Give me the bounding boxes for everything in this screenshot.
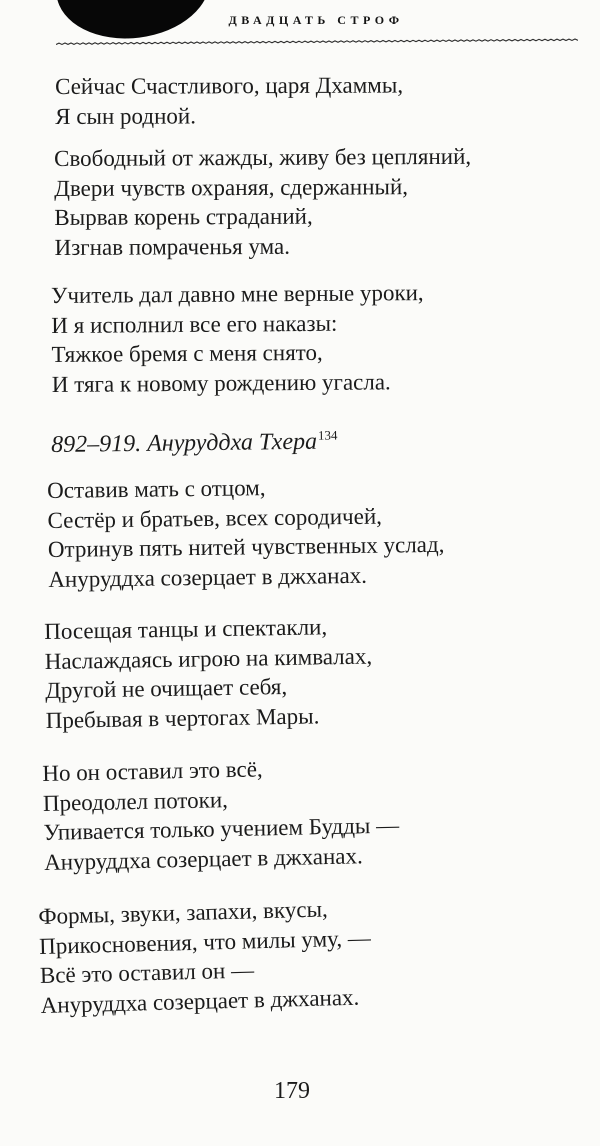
verse-line: Но он оставил это всё, [42,756,263,786]
verse-line: Ануруддха созерцает в джханах. [40,984,360,1018]
verse-line: Другой не очищает себя, [45,673,288,703]
stanza [38,893,373,1020]
verse-line: Упивается только учением Будды — [43,812,400,845]
verse-line: Наслаждаясь игрою на кимвалах, [44,643,373,674]
verse-line: Я сын родной. [55,102,196,129]
stanza [42,752,400,877]
verse-line: Вырвав корень страданий, [54,203,313,230]
verse-line: Тяжкое бремя с меня снято, [51,339,323,367]
verse-line: Ануруддха созерцает в джханах. [48,562,368,592]
verse-line: Свободный от жажды, живу без цепляний, [54,143,472,171]
verse-line: Преодолел потоки, [42,786,229,816]
stanza [44,612,373,735]
verse-line: Отринув пять нитей чувственных услад, [47,531,445,562]
stanza [55,70,403,131]
running-header: ДВАДЦАТЬ СТРОФ [228,13,404,27]
verse-line: Учитель дал давно мне верные уроки, [51,280,424,308]
verse-line: Сестёр и братьев, всех сородичей, [47,503,383,533]
verse-line: Сейчас Счастливого, царя Дхаммы, [55,72,404,99]
verse-line: Изгнав помраченья ума. [54,233,291,260]
stanza [54,142,472,262]
verse-line: И я исполнил все его наказы: [51,310,338,338]
stanza [51,278,424,399]
verse-line: Пребывая в чертогах Мары. [45,702,320,733]
verse-line: Ануруддха созерцает в джханах. [43,842,363,875]
section-heading [51,428,338,461]
verse-line: Всё это оставил он — [39,957,255,988]
wavy-rule-path [56,39,578,44]
verse-line: Оставив мать с отцом, [47,475,266,503]
verse-line: Посещая танцы и спектакли, [44,614,328,644]
verse-line: Формы, звуки, запахи, вкусы, [38,896,329,929]
stanza [47,471,445,594]
page-number: 179 [274,1078,310,1104]
footnote-marker: 134 [317,427,338,443]
verse-line: И тяга к новому рождению угасла. [51,368,391,397]
section-heading-text: 892–919. Ануруддха Тхера [51,428,318,458]
verse-line: Прикосновения, что милы уму, — [38,924,372,959]
verse-line: Двери чувств охраняя, сдержанный, [54,173,409,201]
